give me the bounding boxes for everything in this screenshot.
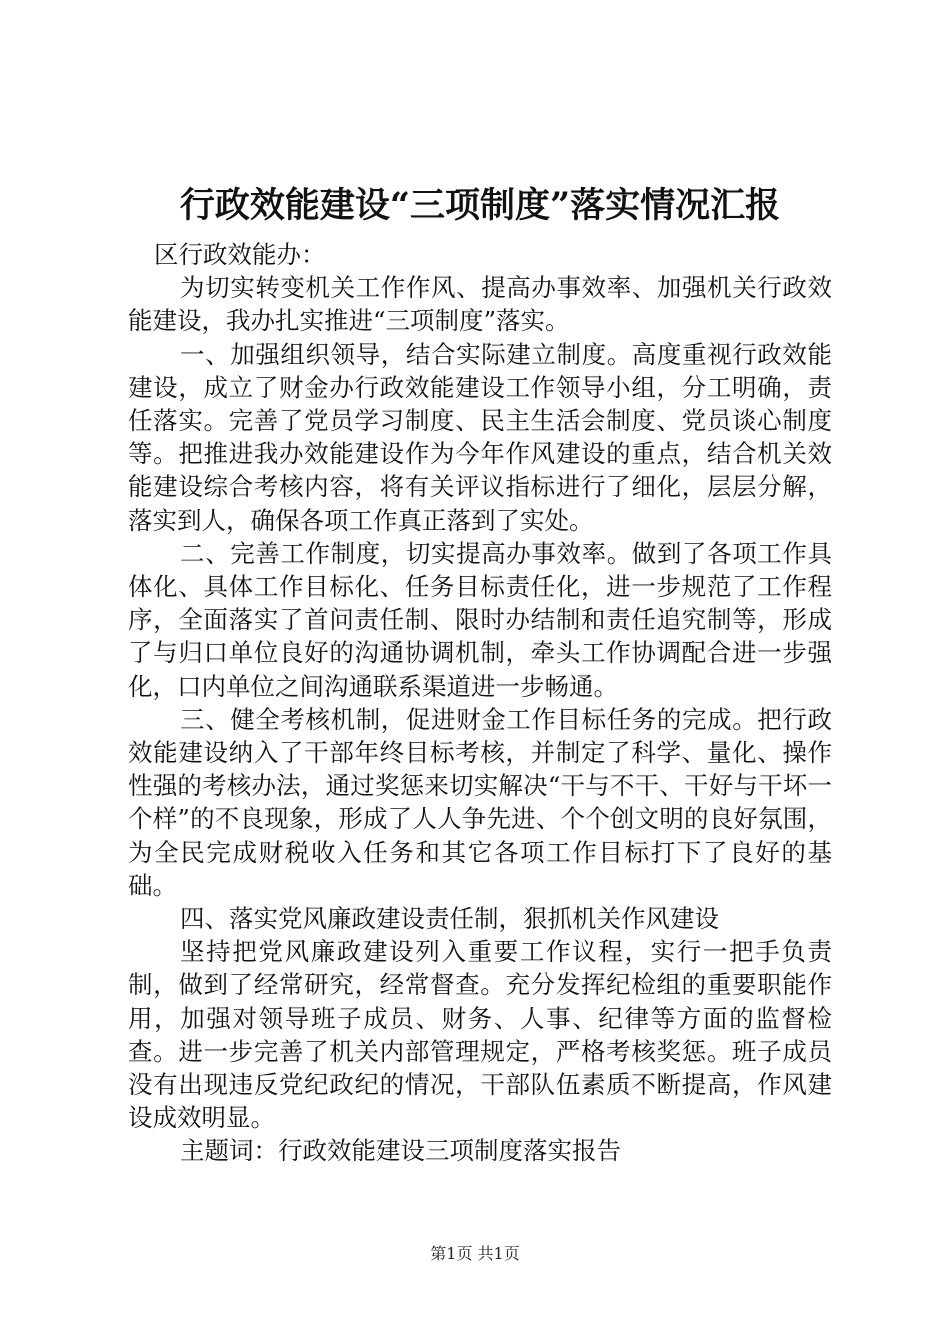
page-footer: 第1页 共1页 xyxy=(430,1244,520,1263)
section-two-paragraph: 二、完善工作制度，切实提高办事效率。做到了各项工作具体化、具体工作目标化、任务目标责任化，进一步规范了工作程序，全面落实了首问责任制、限时办结制和责任追究制等，形成了与归口单位良好的沟通协调机制，牵头工作协调配合进一步强化，口内单位之间沟通联系渠道进一步畅通。 xyxy=(128,538,832,701)
section-three-paragraph: 三、健全考核机制，促进财金工作目标任务的完成。把行政效能建设纳入了干部年终目标考核，并制定了科学、量化、操作性强的考核办法，通过奖惩来切实解决“干与不干、干好与干坏一个样”的不良现象，形成了人人争先进、个个创文明的良好氛围，为全民完成财税收入任务和其它各项工作目标打下了良好的基础。 xyxy=(128,704,832,900)
keywords-paragraph: 主题词：行政效能建设三项制度落实报告 xyxy=(180,1136,621,1166)
section-one-paragraph: 一、加强组织领导，结合实际建立制度。高度重视行政效能建设，成立了财金办行政效能建设工作领导小组，分工明确，责任落实。完善了党员学习制度、民主生活会制度、党员谈心制度等。把推进我办效能建设作为今年作风建设的重点，结合机关效能建设综合考核内容，将有关评议指标进行了细化，层层分解，落实到人，确保各项工作真正落到了实处。 xyxy=(128,339,832,535)
document-body xyxy=(128,238,832,1168)
section-four-heading: 四、落实党风廉政建设责任制，狠抓机关作风建设 xyxy=(180,904,719,934)
intro-paragraph: 为切实转变机关工作作风、提高办事效率、加强机关行政效能建设，我办扎实推进“三项制度”落实。 xyxy=(128,273,832,336)
section-four-paragraph: 坚持把党风廉政建设列入重要工作议程，实行一把手负责制，做到了经常研究，经常督查。充分发挥纪检组的重要职能作用，加强对领导班子成员、财务、人事、纪律等方面的监督检查。进一步完善了机关内部管理规定，严格考核奖惩。班子成员没有出现违反党纪政纪的情况，干部队伍素质不断提高，作风建设成效明显。 xyxy=(128,937,832,1133)
document-title: 行政效能建设“三项制度”落实情况汇报 xyxy=(179,185,781,226)
document-page xyxy=(128,180,832,1168)
salutation-paragraph: 区行政效能办： xyxy=(154,240,326,269)
